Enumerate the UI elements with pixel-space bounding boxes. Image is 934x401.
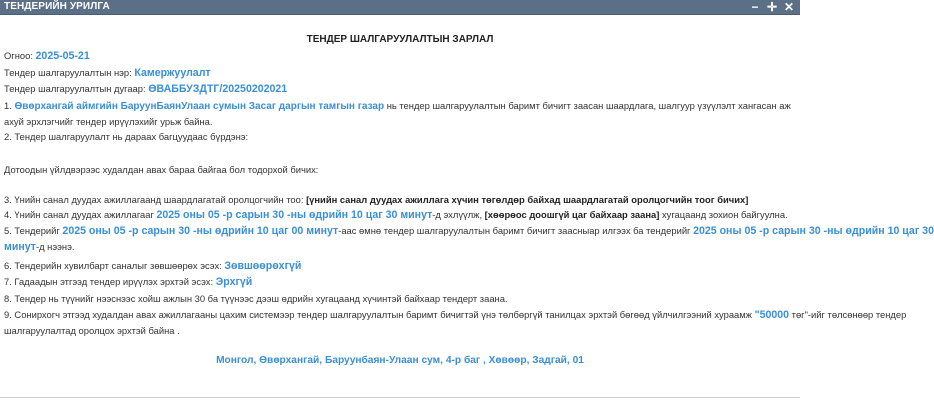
item-8: 8. Тендер нь түүнийг нээснээс хойш ажлын 30 ба түүнээс дээш өдрийн хугацаанд хүчинтэй байхаар тендерт заана. [4, 293, 508, 304]
item-9-continued: шалгаруулалтад оролцох эрхтэй байна . [4, 325, 180, 336]
goods-line: Дотоодын үйлдвэрээс худалдан авах бараа байгаа бол тодорхой бичих: [4, 164, 319, 175]
item-5-date-2-continued: минут [4, 241, 36, 253]
item-6 [4, 259, 301, 274]
tender-name-label: Тендер шалгаруулалтын нэр: [4, 67, 132, 78]
item-3-text: 3. Үнийн санал дуудах ажиллагаанд шаардлагатай оролцогчийн тоо: [4, 194, 307, 205]
item-2: 2. Тендер шалгаруулалт нь дараах багцуудаас бүрдэнэ: [4, 131, 249, 142]
item-3-value: [үнийн санал дуудах ажиллага хүчин төгөлдөр байхад шаардлагатай оролцогчийн тоог бичих] [306, 194, 749, 205]
item-4-duration: [хөөрөос доошгүй цаг байхаар заана] [484, 209, 660, 220]
item-5-suffix: -д нээнэ. [35, 241, 75, 252]
close-icon[interactable]: ✕ [784, 0, 795, 14]
item-3 [4, 193, 748, 207]
announcement-body [4, 15, 934, 399]
item-5 [4, 224, 934, 239]
item-9 [4, 308, 906, 323]
item-5-continued [4, 240, 74, 255]
item-9-prefix: 9. Сонирхогч этгээд худалдан авах ажиллагааны цахим системээр тендер шалгаруулалтын баримт бичигтэй үнэ төлбөргүй танилцах эрхтэй бөгөөд үйлчилгээний хураамж [4, 309, 755, 320]
item-4-date: 2025 оны 05 -р сарын 30 -ны өдрийн 10 цаг 30 минут [156, 209, 433, 221]
item-7-value: Эрхгүй [215, 276, 253, 288]
item-4-suffix: хугацаанд зохион байгуулна. [659, 209, 788, 220]
window-title: ТЕНДЕРИЙН УРИЛГА [4, 1, 110, 12]
minimize-icon[interactable]: − [751, 0, 759, 14]
item-9-fee: "50000 [754, 309, 790, 321]
bottom-divider [0, 397, 800, 398]
tender-name-row [4, 66, 211, 81]
window-titlebar[interactable] [0, 0, 800, 15]
item-5-date-1: 2025 оны 05 -р сарын 30 -ны өдрийн 10 цаг 00 минут [62, 225, 339, 237]
item-5-mid: -аас өмнө тендер шалгаруулалтын баримт бичигт заасныар илгээх ба тендерийг [338, 225, 694, 236]
tender-number-row [4, 82, 287, 97]
item-1-text: нь тендер шалгаруулалтын баримт бичигт заасан шаардлага, шалгуур үзүүлэлт хангасан аж ахуй эрхлэгчийг тендер ирүүлэхийг урьж байна. [4, 100, 791, 127]
item-4-prefix: 4. Үнийн санал дуудах ажиллагааг [4, 209, 157, 220]
tender-number-value: ӨВАББУЗДТГ/20250202021 [148, 83, 288, 95]
item-4 [4, 208, 788, 223]
window-controls [750, 0, 794, 14]
tender-number-label: Тендер шалгаруулалтын дугаар: [4, 83, 146, 94]
address: Монгол, Өвөрхангай, Баруунбаян-Улаан сум, 4-р баг , Хөвөөр, Задгай, 01 [216, 355, 584, 366]
item-1-organization: Өвөрхангай аймгийн БаруунБаянУлаан сумын Засаг даргын тамгын газар [14, 101, 385, 112]
item-1 [4, 99, 792, 128]
date-row [4, 49, 90, 64]
date-label: Огноо: [4, 50, 33, 61]
announcement-heading: ТЕНДЕР ШАЛГАРУУЛАЛТЫН ЗАРЛАЛ [306, 34, 494, 45]
date-value: 2025-05-21 [35, 50, 90, 62]
item-7-text: 7. Гадаадын этгээд тендер ирүүлэх эрхтэй эсэх: [4, 276, 216, 287]
item-6-value: Зөвшөөрөхгүй [224, 260, 302, 272]
tender-name-value: Камержуулалт [134, 67, 211, 79]
item-6-text: 6. Тендерийн хувилбарт саналыг зөвшөөрөх эсэх: [4, 260, 225, 271]
item-7 [4, 275, 252, 290]
item-5-date-2: 2025 оны 05 -р сарын 30 -ны өдрийн 10 цаг 30 [693, 225, 934, 237]
item-4-mid: -д эхлүүлж, [432, 209, 485, 220]
item-1-number: 1. [4, 100, 12, 111]
move-icon[interactable]: ✛ [767, 0, 778, 14]
item-5-prefix: 5. Тендерийг [4, 225, 63, 236]
item-9-mid: төг"-ийг төлсөнөөр тендер [789, 309, 907, 320]
